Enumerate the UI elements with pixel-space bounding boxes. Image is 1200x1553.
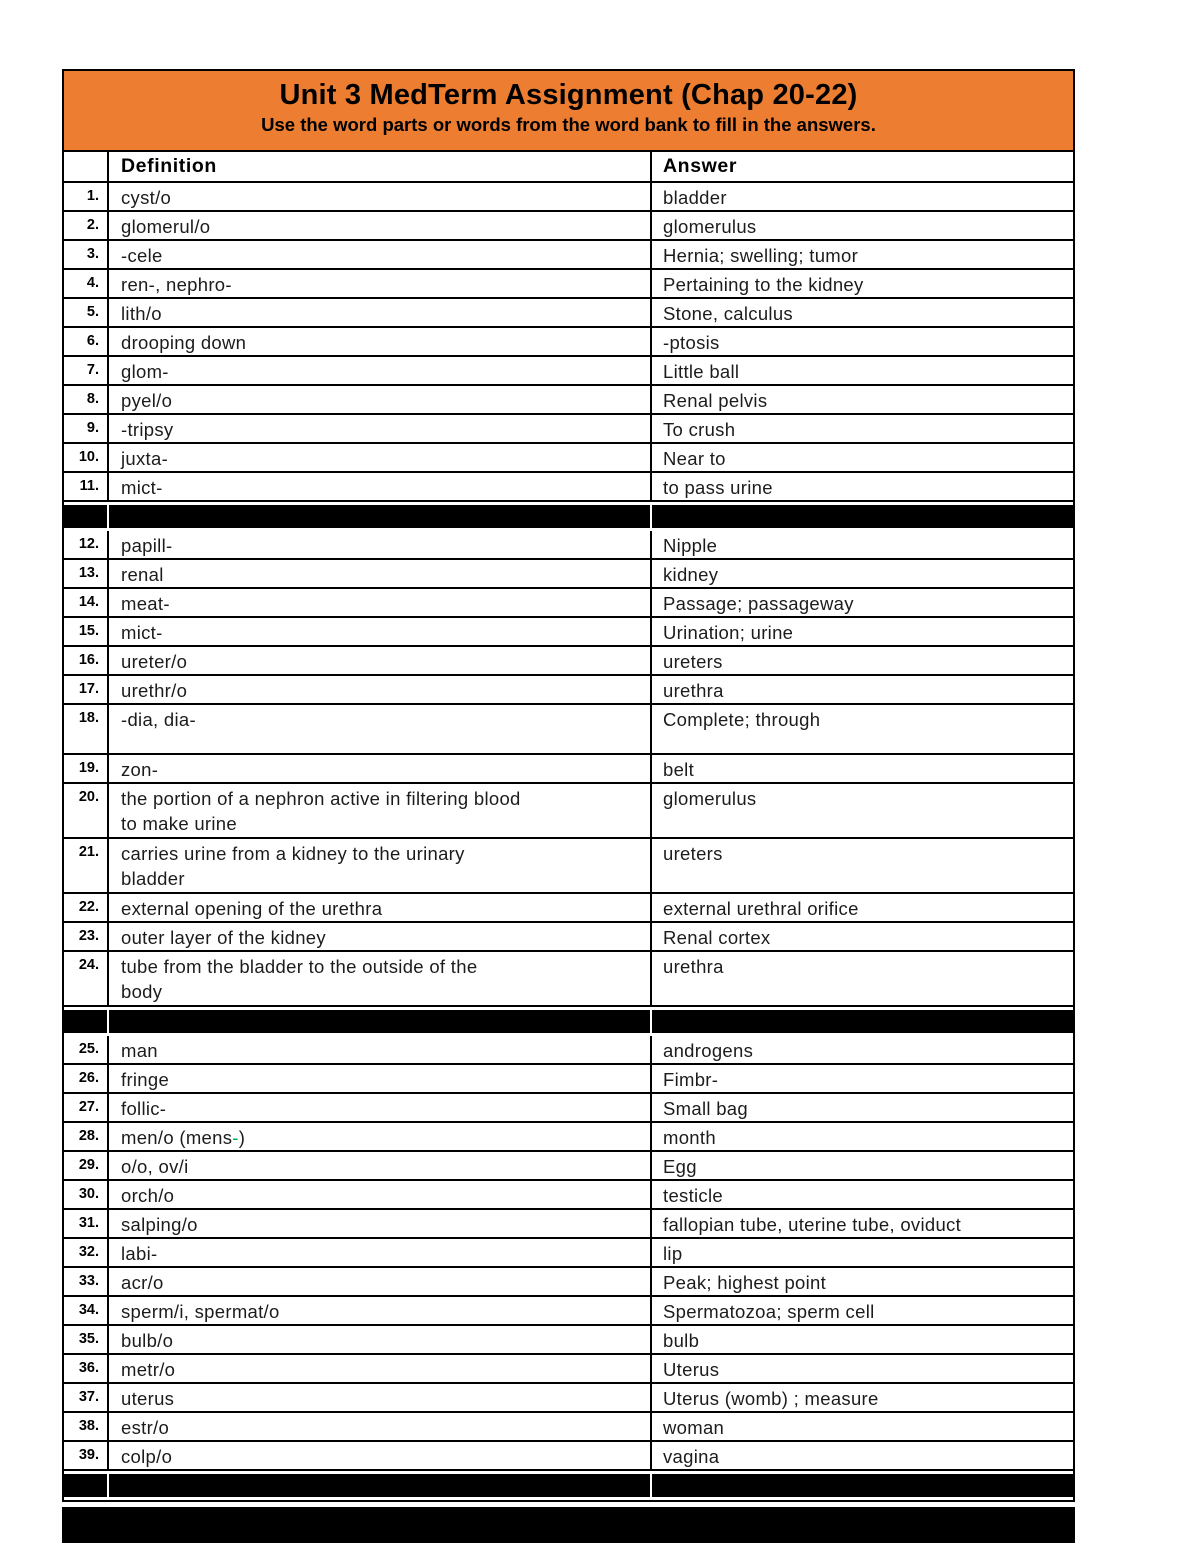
definition-cell: fringe xyxy=(107,1065,650,1092)
row-number: 34. xyxy=(78,1301,99,1318)
answer-cell: bladder xyxy=(650,183,1073,210)
table-row xyxy=(64,1442,1073,1471)
row-number: 33. xyxy=(78,1272,99,1289)
answer-cell: belt xyxy=(650,755,1073,782)
separator-number-cell xyxy=(64,1474,107,1497)
definition-cell: labi- xyxy=(107,1239,650,1266)
definition-cell: urethr/o xyxy=(107,676,650,703)
definition-cell: -dia, dia- xyxy=(107,705,650,753)
table-row xyxy=(64,952,1073,1007)
answer-cell: Uterus (womb) ; measure xyxy=(650,1384,1073,1411)
row-number: 3. xyxy=(86,245,99,262)
definition-text-part: men/o (mens xyxy=(121,1126,233,1148)
definition-text-line: tube from the bladder to the outside of the xyxy=(121,955,478,977)
definition-cell: juxta- xyxy=(107,444,650,471)
table-row xyxy=(64,1152,1073,1181)
answer-cell: glomerulus xyxy=(650,784,1073,837)
definition-cell: acr/o xyxy=(107,1268,650,1295)
definition-cell xyxy=(107,784,650,837)
bottom-separator-bar xyxy=(62,1507,1075,1543)
answer-cell: urethra xyxy=(650,952,1073,1005)
row-number: 36. xyxy=(78,1359,99,1376)
definition-cell: man xyxy=(107,1036,650,1063)
row-number: 18. xyxy=(78,709,99,726)
table-row xyxy=(64,1384,1073,1413)
separator-answer-cell xyxy=(650,505,1073,528)
definition-cell: renal xyxy=(107,560,650,587)
answer-cell: urethra xyxy=(650,676,1073,703)
row-number: 26. xyxy=(78,1069,99,1086)
answer-cell: To crush xyxy=(650,415,1073,442)
table-row xyxy=(64,1036,1073,1065)
row-number: 10. xyxy=(78,448,99,465)
row-number: 27. xyxy=(78,1098,99,1115)
definition-cell: salping/o xyxy=(107,1210,650,1237)
definition-cell: mict- xyxy=(107,618,650,645)
assignment-title: Unit 3 MedTerm Assignment (Chap 20-22) xyxy=(279,79,858,111)
definition-text-line: body xyxy=(121,981,163,1002)
answer-cell: Urination; urine xyxy=(650,618,1073,645)
separator-number-cell xyxy=(64,1010,107,1033)
table-row xyxy=(64,270,1073,299)
table-body xyxy=(64,183,1073,1500)
table-row xyxy=(64,1210,1073,1239)
definition-cell: -cele xyxy=(107,241,650,268)
answer-cell: ureters xyxy=(650,647,1073,674)
row-number: 28. xyxy=(78,1127,99,1144)
separator-definition-cell xyxy=(107,1010,650,1033)
row-number: 21. xyxy=(78,843,99,860)
definition-cell xyxy=(107,1123,650,1150)
row-number: 24. xyxy=(78,956,99,973)
table-row xyxy=(64,676,1073,705)
answer-cell: vagina xyxy=(650,1442,1073,1469)
separator-definition-cell xyxy=(107,1474,650,1497)
table-row xyxy=(64,1123,1073,1152)
answer-cell: Uterus xyxy=(650,1355,1073,1382)
row-number: 5. xyxy=(86,303,99,320)
table-row xyxy=(64,212,1073,241)
row-number: 32. xyxy=(78,1243,99,1260)
definition-cell: drooping down xyxy=(107,328,650,355)
definition-cell: meat- xyxy=(107,589,650,616)
row-number: 8. xyxy=(86,390,99,407)
definition-text-line: bladder xyxy=(121,868,185,889)
answer-cell: Little ball xyxy=(650,357,1073,384)
definition-cell: uterus xyxy=(107,1384,650,1411)
separator-number-cell xyxy=(64,505,107,528)
row-number: 22. xyxy=(78,898,99,915)
answer-cell: external urethral orifice xyxy=(650,894,1073,921)
definition-cell: bulb/o xyxy=(107,1326,650,1353)
definition-text-line: to make urine xyxy=(121,813,237,834)
separator-answer-cell xyxy=(650,1010,1073,1033)
row-number: 1. xyxy=(86,187,99,204)
definition-text-part: ) xyxy=(238,1126,246,1148)
definition-cell: orch/o xyxy=(107,1181,650,1208)
definition-cell: outer layer of the kidney xyxy=(107,923,650,950)
row-number: 23. xyxy=(78,927,99,944)
answer-cell: woman xyxy=(650,1413,1073,1440)
definition-column-header: Definition xyxy=(107,152,650,181)
answer-cell: Nipple xyxy=(650,531,1073,558)
row-number: 31. xyxy=(78,1214,99,1231)
answer-cell: kidney xyxy=(650,560,1073,587)
definition-cell: papill- xyxy=(107,531,650,558)
table-row xyxy=(64,1413,1073,1442)
row-number: 7. xyxy=(86,361,99,378)
row-number: 38. xyxy=(78,1417,99,1434)
section-separator-band xyxy=(64,1471,1073,1500)
table-row xyxy=(64,560,1073,589)
answer-cell: Near to xyxy=(650,444,1073,471)
definition-cell: glom- xyxy=(107,357,650,384)
row-number: 17. xyxy=(78,680,99,697)
table-row xyxy=(64,589,1073,618)
assignment-table xyxy=(62,69,1075,1502)
definition-cell: sperm/i, spermat/o xyxy=(107,1297,650,1324)
table-row xyxy=(64,1181,1073,1210)
definition-text-line: the portion of a nephron active in filtering blood xyxy=(121,787,521,809)
answer-cell: ureters xyxy=(650,839,1073,892)
definition-text-line: carries urine from a kidney to the urinary xyxy=(121,842,465,864)
answer-cell: Stone, calculus xyxy=(650,299,1073,326)
answer-cell: Egg xyxy=(650,1152,1073,1179)
answer-cell: -ptosis xyxy=(650,328,1073,355)
row-number: 37. xyxy=(78,1388,99,1405)
table-row xyxy=(64,647,1073,676)
table-row xyxy=(64,705,1073,755)
answer-column-header: Answer xyxy=(650,152,1073,181)
answer-cell: Small bag xyxy=(650,1094,1073,1121)
row-number: 30. xyxy=(78,1185,99,1202)
answer-cell: to pass urine xyxy=(650,473,1073,500)
definition-text-part: - xyxy=(232,1126,239,1148)
table-row xyxy=(64,755,1073,784)
definition-cell: colp/o xyxy=(107,1442,650,1469)
row-number: 6. xyxy=(86,332,99,349)
table-row xyxy=(64,1355,1073,1384)
table-header-row xyxy=(64,152,1073,183)
answer-cell: Spermatozoa; sperm cell xyxy=(650,1297,1073,1324)
row-number: 16. xyxy=(78,651,99,668)
table-row xyxy=(64,299,1073,328)
answer-cell: glomerulus xyxy=(650,212,1073,239)
table-row xyxy=(64,183,1073,212)
answer-cell: Complete; through xyxy=(650,705,1073,753)
definition-cell xyxy=(107,952,650,1005)
row-number: 14. xyxy=(78,593,99,610)
answer-cell: Renal cortex xyxy=(650,923,1073,950)
table-row xyxy=(64,923,1073,952)
answer-cell: Peak; highest point xyxy=(650,1268,1073,1295)
row-number: 25. xyxy=(78,1040,99,1057)
definition-cell: metr/o xyxy=(107,1355,650,1382)
table-row xyxy=(64,894,1073,923)
answer-cell: Pertaining to the kidney xyxy=(650,270,1073,297)
definition-cell: o/o, ov/i xyxy=(107,1152,650,1179)
number-column-header xyxy=(64,152,107,181)
definition-cell: cyst/o xyxy=(107,183,650,210)
table-row xyxy=(64,531,1073,560)
table-row xyxy=(64,386,1073,415)
definition-cell: mict- xyxy=(107,473,650,500)
definition-cell: lith/o xyxy=(107,299,650,326)
row-number: 15. xyxy=(78,622,99,639)
definition-cell: zon- xyxy=(107,755,650,782)
answer-cell: month xyxy=(650,1123,1073,1150)
answer-cell: Hernia; swelling; tumor xyxy=(650,241,1073,268)
definition-cell xyxy=(107,839,650,892)
answer-cell: bulb xyxy=(650,1326,1073,1353)
definition-cell: pyel/o xyxy=(107,386,650,413)
answer-cell: lip xyxy=(650,1239,1073,1266)
definition-cell: ureter/o xyxy=(107,647,650,674)
table-row xyxy=(64,415,1073,444)
row-number: 20. xyxy=(78,788,99,805)
answer-cell: Passage; passageway xyxy=(650,589,1073,616)
row-number: 19. xyxy=(78,759,99,776)
definition-cell: glomerul/o xyxy=(107,212,650,239)
table-row xyxy=(64,241,1073,270)
section-separator-band xyxy=(64,1007,1073,1036)
answer-cell: fallopian tube, uterine tube, oviduct xyxy=(650,1210,1073,1237)
row-number: 11. xyxy=(79,477,99,494)
table-row xyxy=(64,1239,1073,1268)
definition-cell: follic- xyxy=(107,1094,650,1121)
table-row xyxy=(64,357,1073,386)
table-row xyxy=(64,1297,1073,1326)
table-row xyxy=(64,1326,1073,1355)
row-number: 9. xyxy=(86,419,99,436)
table-row xyxy=(64,444,1073,473)
separator-definition-cell xyxy=(107,505,650,528)
row-number: 39. xyxy=(78,1446,99,1463)
answer-cell: androgens xyxy=(650,1036,1073,1063)
row-number: 35. xyxy=(78,1330,99,1347)
table-row xyxy=(64,618,1073,647)
definition-cell: external opening of the urethra xyxy=(107,894,650,921)
row-number: 2. xyxy=(86,216,99,233)
row-number: 12. xyxy=(78,535,99,552)
table-row xyxy=(64,839,1073,894)
answer-cell: Fimbr- xyxy=(650,1065,1073,1092)
row-number: 4. xyxy=(86,274,99,291)
title-banner xyxy=(64,71,1073,152)
table-row xyxy=(64,473,1073,502)
table-row xyxy=(64,1065,1073,1094)
table-row xyxy=(64,1094,1073,1123)
separator-answer-cell xyxy=(650,1474,1073,1497)
row-number: 13. xyxy=(78,564,99,581)
assignment-instructions: Use the word parts or words from the word bank to fill in the answers. xyxy=(261,114,876,135)
table-row xyxy=(64,1268,1073,1297)
section-separator-band xyxy=(64,502,1073,531)
table-row xyxy=(64,328,1073,357)
answer-cell: Renal pelvis xyxy=(650,386,1073,413)
definition-cell: ren-, nephro- xyxy=(107,270,650,297)
row-number: 29. xyxy=(78,1156,99,1173)
definition-cell: estr/o xyxy=(107,1413,650,1440)
answer-cell: testicle xyxy=(650,1181,1073,1208)
definition-cell: -tripsy xyxy=(107,415,650,442)
table-row xyxy=(64,784,1073,839)
